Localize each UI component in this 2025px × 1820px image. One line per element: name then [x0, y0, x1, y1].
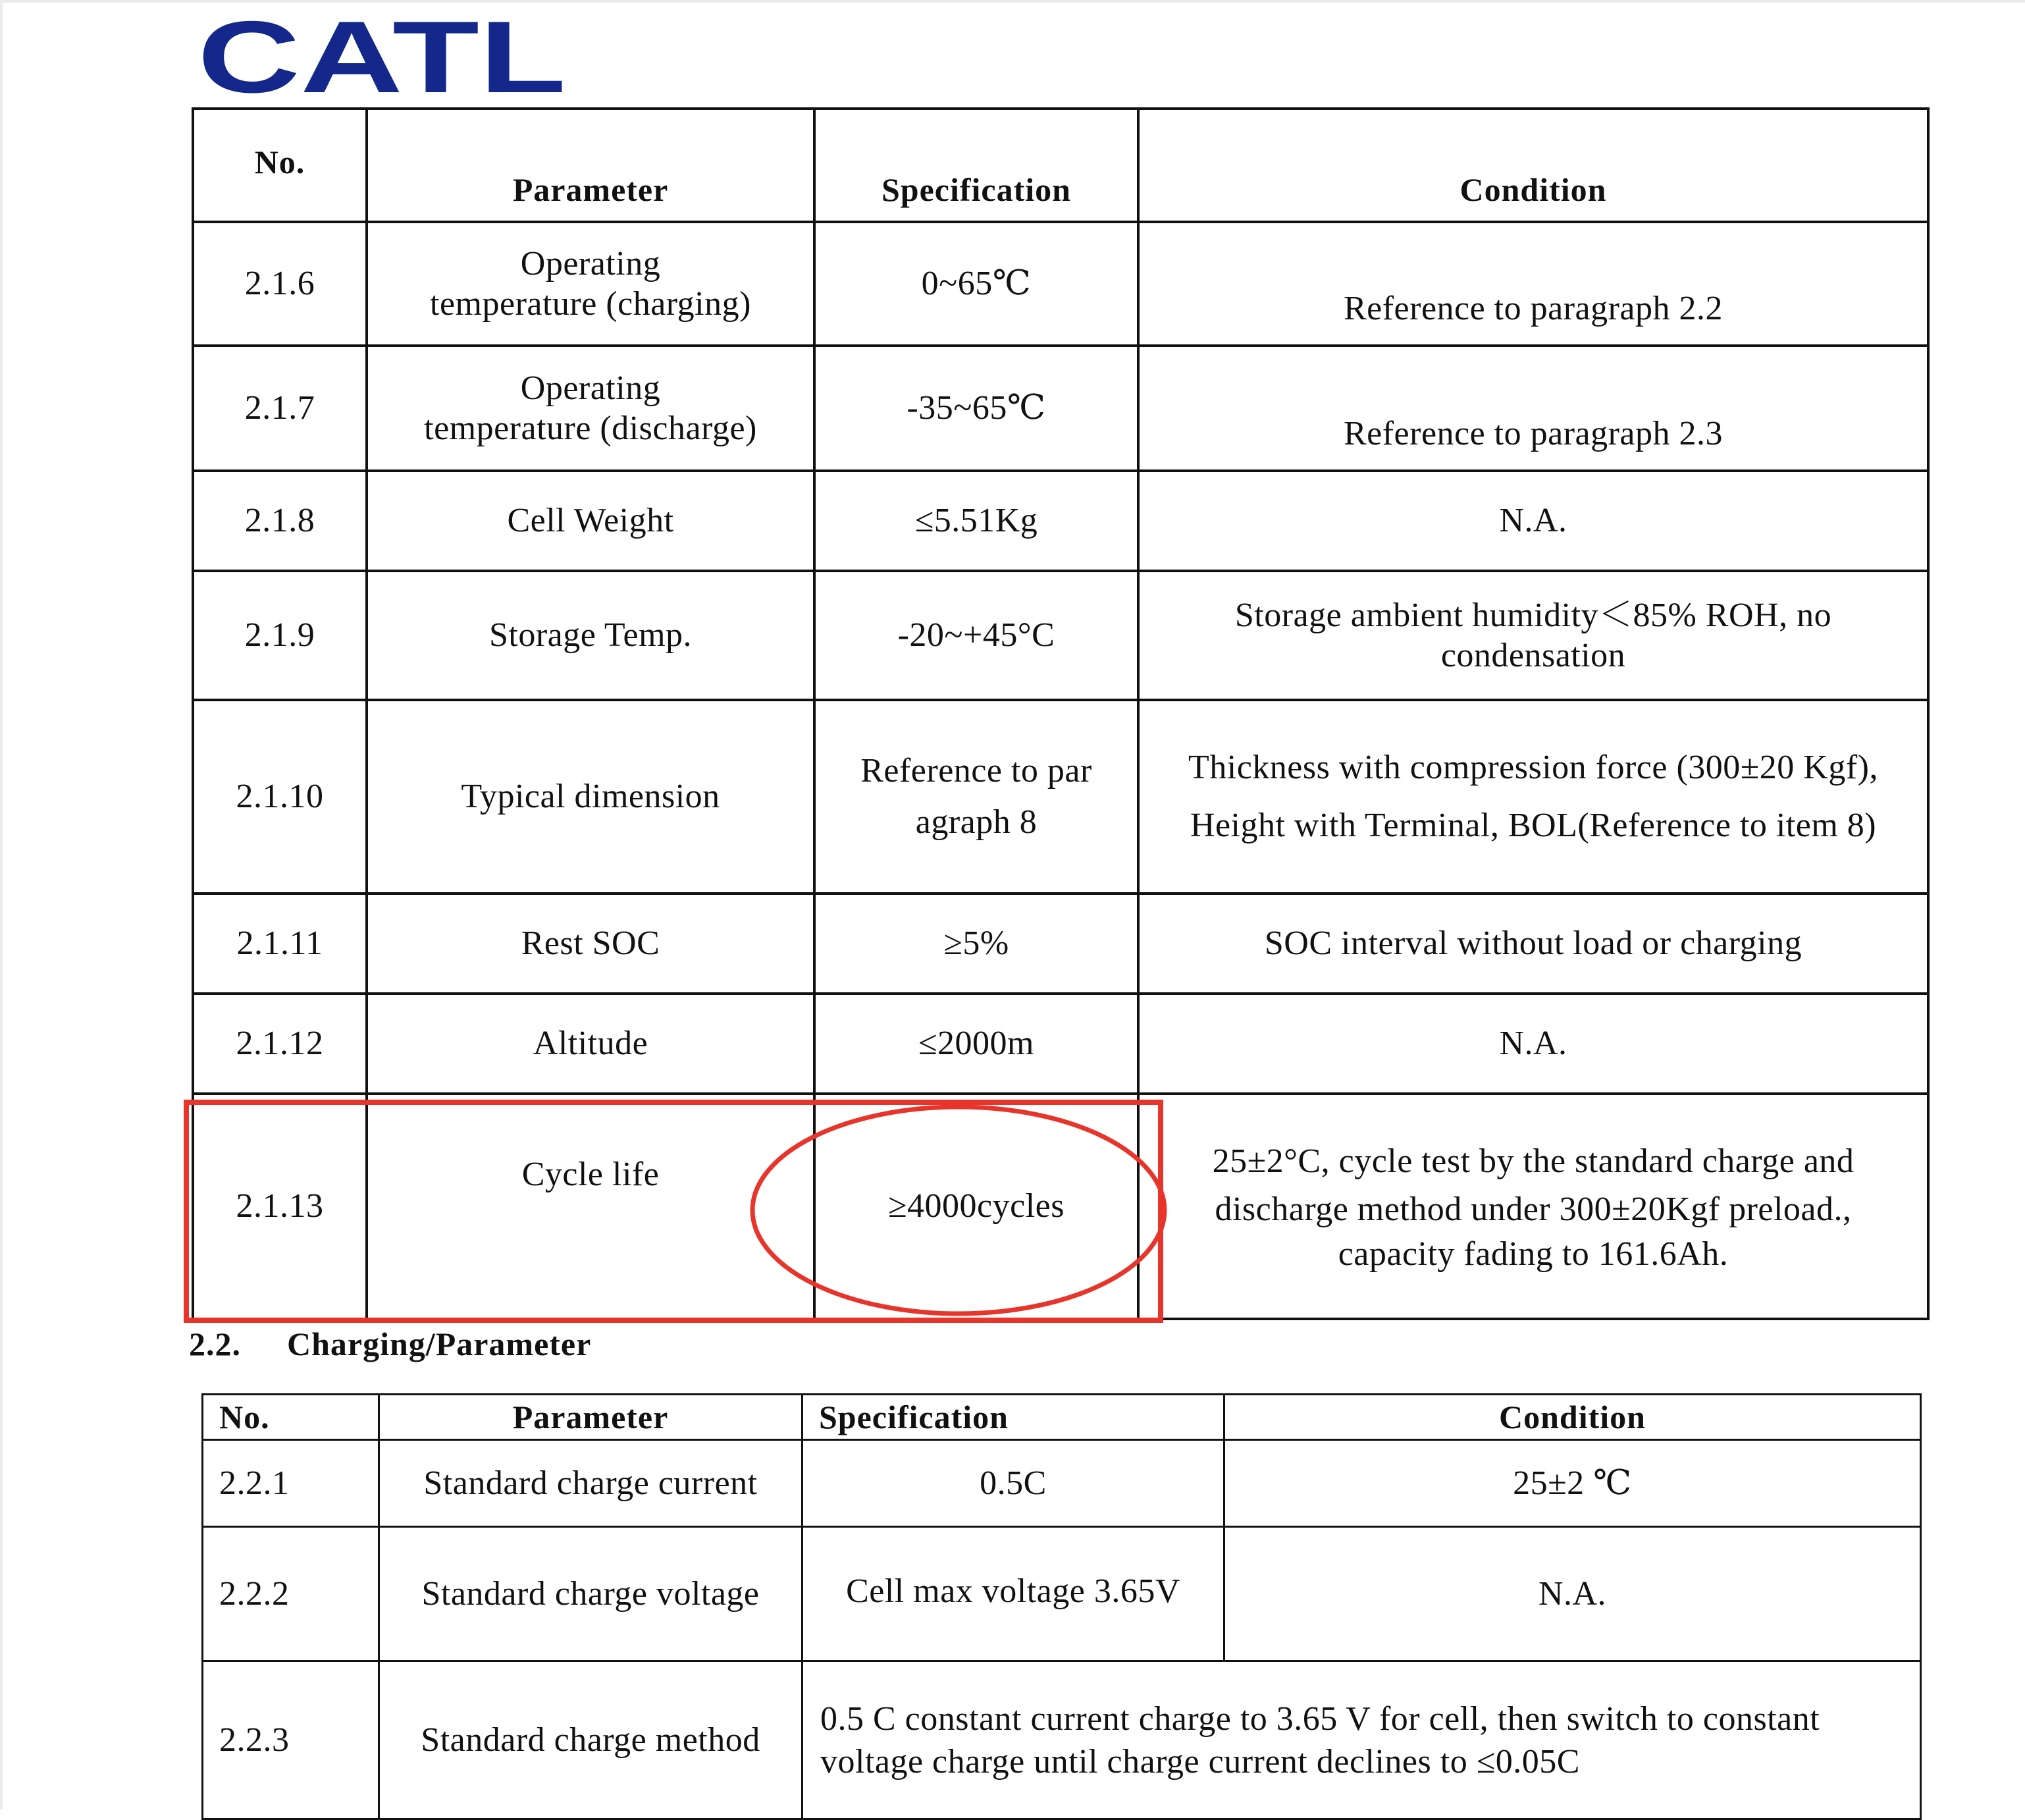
- row-specification: Cell max voltage 3.65V: [802, 1527, 1224, 1661]
- row-method: [802, 1661, 1921, 1819]
- row-specification: ≤2000m: [814, 994, 1138, 1094]
- row-specification: -35~65℃: [814, 346, 1138, 471]
- row-parameter: Cell Weight: [367, 471, 814, 571]
- table-row-highlighted: [193, 1094, 1928, 1319]
- row-parameter: Typical dimension: [367, 700, 814, 894]
- table-header-row: [203, 1395, 1921, 1440]
- row-specification: [814, 700, 1138, 894]
- cell-specification-table: [192, 107, 1930, 1320]
- parameter-line: Operating: [520, 369, 661, 407]
- row-specification: ≥4000cycles: [814, 1094, 1138, 1319]
- row-number: 2.2.3: [203, 1661, 379, 1819]
- page-left-edge: [0, 0, 3, 1809]
- specification-line: agraph 8: [915, 803, 1038, 841]
- charging-parameter-table: [201, 1393, 1922, 1820]
- condition-line: discharge method under 300±20Kgf preload.,: [1215, 1190, 1852, 1228]
- condition-line: 25±2°C, cycle test by the standard charge and: [1212, 1142, 1854, 1180]
- table-row: [193, 346, 1928, 471]
- header-specification: Specification: [802, 1395, 1224, 1440]
- row-parameter: Standard charge method: [379, 1661, 802, 1819]
- row-parameter: [367, 222, 814, 346]
- header-no: No.: [193, 109, 367, 222]
- parameter-line: temperature (charging): [430, 285, 751, 323]
- row-parameter: Altitude: [367, 994, 814, 1094]
- row-condition: 25±2 ℃: [1224, 1440, 1921, 1527]
- parameter-line: Operating: [520, 244, 661, 282]
- row-parameter: Standard charge current: [379, 1440, 802, 1527]
- svg-text:CATL: CATL: [197, 13, 566, 102]
- row-number: 2.1.8: [193, 471, 367, 571]
- method-line: voltage charge until charge current declines to ≤0.05C: [820, 1742, 1580, 1780]
- table-row: [203, 1527, 1921, 1661]
- row-condition: N.A.: [1138, 994, 1928, 1094]
- table-header-row: [193, 109, 1928, 222]
- row-condition: N.A.: [1224, 1527, 1921, 1661]
- page-top-edge: [0, 0, 2025, 3]
- row-condition: SOC interval without load or charging: [1138, 894, 1928, 994]
- row-parameter: Standard charge voltage: [379, 1527, 802, 1661]
- catl-logo: [197, 13, 566, 102]
- specification-line: Reference to par: [860, 752, 1092, 790]
- condition-line: Height with Terminal, BOL(Reference to item 8): [1190, 807, 1877, 844]
- row-specification: ≤5.51Kg: [814, 471, 1138, 571]
- header-parameter: Parameter: [379, 1395, 802, 1440]
- header-condition: Condition: [1138, 109, 1928, 222]
- row-condition: [1138, 700, 1928, 894]
- row-specification: 0.5C: [802, 1440, 1224, 1527]
- table-row: [203, 1661, 1921, 1819]
- row-specification: -20~+45°C: [814, 571, 1138, 700]
- section-number: 2.2.: [189, 1325, 241, 1362]
- table-row: [193, 894, 1928, 994]
- row-condition: Reference to paragraph 2.2: [1138, 222, 1928, 346]
- row-condition: [1138, 571, 1928, 700]
- row-number: 2.1.6: [193, 222, 367, 346]
- row-parameter: Cycle life: [367, 1094, 814, 1319]
- row-number: 2.1.12: [193, 994, 367, 1094]
- header-condition: Condition: [1224, 1395, 1921, 1440]
- condition-line: Storage ambient humidity＜85% ROH, no: [1234, 596, 1832, 634]
- table-row: [193, 994, 1928, 1094]
- row-number: 2.1.10: [193, 700, 367, 894]
- row-condition: Reference to paragraph 2.3: [1138, 346, 1928, 471]
- table-row: [193, 471, 1928, 571]
- parameter-line: temperature (discharge): [424, 410, 757, 447]
- table-row: [193, 222, 1928, 346]
- row-parameter: Storage Temp.: [367, 571, 814, 700]
- row-condition: N.A.: [1138, 471, 1928, 571]
- header-parameter: Parameter: [367, 109, 814, 222]
- row-parameter: Rest SOC: [367, 894, 814, 994]
- row-number: 2.2.1: [203, 1440, 379, 1527]
- condition-line: condensation: [1440, 637, 1626, 674]
- header-no: No.: [203, 1395, 379, 1440]
- section-title: Charging/Parameter: [287, 1325, 592, 1362]
- row-number: 2.1.7: [193, 346, 367, 471]
- table-row: [203, 1440, 1921, 1527]
- row-number: 2.2.2: [203, 1527, 379, 1661]
- row-number: 2.1.11: [193, 894, 367, 994]
- header-specification: Specification: [814, 109, 1138, 222]
- condition-line: capacity fading to 161.6Ah.: [1338, 1235, 1729, 1273]
- table-row: [193, 700, 1928, 894]
- row-condition: [1138, 1094, 1928, 1319]
- condition-line: Thickness with compression force (300±20 Kgf),: [1188, 748, 1878, 786]
- method-line: 0.5 C constant current charge to 3.65 V for cell, then switch to constant: [820, 1700, 1820, 1738]
- row-number: 2.1.13: [193, 1094, 367, 1319]
- row-parameter: [367, 346, 814, 471]
- table-row: [193, 571, 1928, 700]
- row-specification: 0~65℃: [814, 222, 1138, 346]
- row-number: 2.1.9: [193, 571, 367, 700]
- row-specification: ≥5%: [814, 894, 1138, 994]
